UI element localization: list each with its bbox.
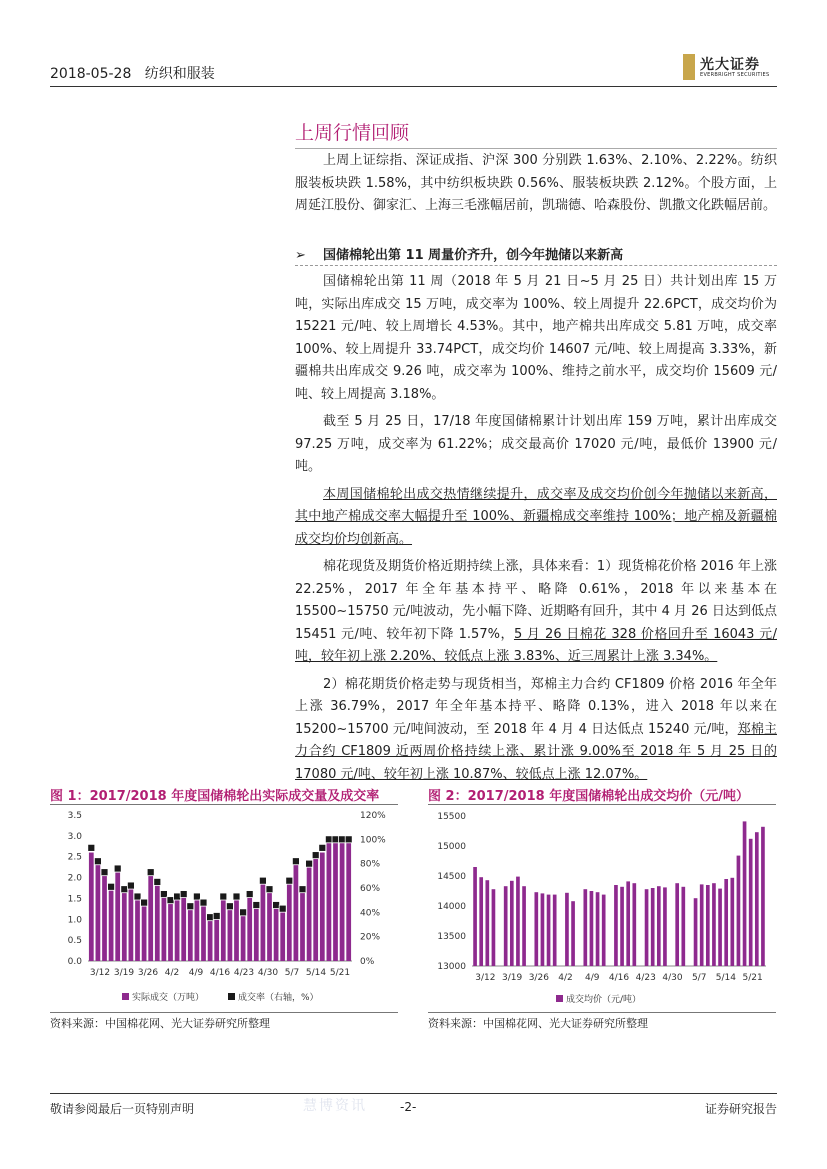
y-tick-label: 1.5 [67,894,82,905]
rate-marker [266,886,273,893]
volume-bar [109,889,114,961]
volume-bar [280,911,285,961]
volume-bar [195,898,200,961]
y2-tick-label: 0% [360,957,375,967]
volume-bar [247,896,252,961]
footer-disclaimer: 敬请参阅最后一页特别声明 [50,1102,195,1116]
x-tick-label: 5/7 [284,968,300,978]
y-tick-label: 13000 [437,962,466,972]
rate-marker [345,836,352,843]
y-tick-label: 0.0 [67,957,82,967]
volume-bar [129,889,134,961]
rate-marker [213,912,220,919]
volume-bar [320,853,325,961]
rate-marker [94,858,101,865]
price-bar [626,881,630,966]
logo-text-cn: 光大证券 [700,57,760,73]
x-tick-label: 4/9 [585,973,600,983]
price-bar [571,901,575,966]
x-tick-label: 3/26 [528,973,549,983]
x-tick-label: 3/12 [89,968,111,978]
price-bar [657,886,661,966]
rate-marker [147,869,154,876]
price-bar [479,877,483,966]
price-bar [473,867,477,966]
paragraph-futures-price [295,674,777,787]
x-tick-label: 4/16 [608,973,630,983]
section-title: 上周行情回顾 [295,122,410,144]
volume-bar [340,836,345,961]
volume-bar [208,919,213,961]
rate-marker [160,891,167,898]
futures-price-highlight: 郑棉主力合约 CF1809 近两周价格持续上涨、累计涨 9.00%至 2018 年 5 月 25 日的 17080 元/吨、较年初上涨 10.87%、较低点上涨 12.07%。 [295,721,777,782]
y-tick-label: 1.0 [67,915,82,926]
rate-marker [273,902,280,909]
rate-marker [233,893,240,900]
volume-bar [241,914,246,961]
price-bar [602,895,606,966]
x-tick-label: 4/2 [558,973,573,983]
volume-bar [162,896,167,961]
volume-bar [300,892,305,961]
y-tick-label: 15500 [437,812,466,822]
rate-marker [174,893,181,900]
legend-label-rate: 成交率（右轴，%） [238,993,319,1003]
price-bar [632,883,636,966]
volume-bar [155,885,160,961]
y-tick-label: 14000 [437,902,466,912]
x-tick-label: 4/23 [233,968,255,978]
price-bar [761,827,765,966]
intro-paragraph-block [295,150,777,223]
price-bar [645,889,649,966]
y2-tick-label: 60% [360,884,381,894]
rate-marker [167,897,174,904]
price-bar [718,889,722,966]
price-bar [565,893,569,966]
y-tick-label: 13500 [437,932,466,942]
x-tick-label: 5/14 [715,973,737,983]
price-bar [516,877,520,966]
main-paragraph-block [295,271,777,791]
price-bar [737,856,741,966]
volume-bar [221,898,226,961]
price-bar [541,893,545,966]
y2-tick-label: 100% [360,835,386,846]
price-bar [485,880,489,966]
rate-marker [134,893,141,900]
section-title-rule [295,148,777,149]
legend-swatch-volume [122,993,129,1000]
legend-swatch-rate [228,993,235,1000]
futures-price-text: 2）棉花期货价格走势与现货相当，郑棉主力合约 CF1809 价格 2016 年全年上涨 36.79%，2017 年全年基本持平、略降 0.13%，进入 2018 年以来在 15200~15700 元/吨间波动，至 2018 年 4 月 4 日达低点 15240 元/吨， [295,676,777,737]
volume-bar [327,836,332,961]
rate-marker [220,893,227,900]
price-bar [534,892,538,966]
y-tick-label: 15000 [437,842,466,852]
price-bar [522,886,526,966]
spot-price-highlight: 5 月 26 日棉花 328 价格回升至 16043 元/吨，较年初上涨 2.20%、较低点上涨 3.83%、近三周累计上涨 3.34%。 [295,626,777,664]
bullet-heading-text: 国储棉轮出第 11 周量价齐升，创今年抛储以来新高 [323,248,624,263]
volume-bar [135,898,140,961]
rate-marker [207,914,214,921]
bullet-divider [295,265,777,266]
price-bar [681,887,685,966]
x-tick-label: 4/30 [662,973,683,983]
volume-bar [181,896,186,961]
price-bar [700,884,704,966]
rate-marker [253,902,260,909]
volume-bar [313,859,318,961]
price-bar [596,892,600,966]
rate-marker [127,882,134,889]
volume-bar [89,853,94,961]
y-tick-label: 0.5 [67,936,82,947]
company-logo [683,54,778,82]
volume-bar [175,898,180,961]
price-bar [730,878,734,966]
rate-marker [121,886,128,893]
figure2-top-rule [428,804,776,805]
volume-bar [102,875,107,961]
x-tick-label: 4/23 [635,973,656,983]
price-bar [663,887,667,966]
volume-bar [261,884,266,961]
footer-divider [50,1093,777,1094]
y-tick-label: 2.0 [67,873,82,884]
price-bar [553,895,557,966]
rate-marker [154,878,161,885]
page-number: -2- [400,1100,417,1114]
footer-report-type: 证券研究报告 [704,1102,777,1116]
volume-bar [142,905,147,961]
bullet-heading [295,244,777,263]
figure1-source: 资料来源：中国棉花网、光大证券研究所整理 [50,1017,270,1030]
x-tick-label: 3/12 [475,973,496,983]
price-bar [743,821,747,966]
price-bar [651,888,655,966]
volume-bar [96,865,101,961]
x-tick-label: 4/9 [188,968,204,978]
price-bar [583,889,587,966]
x-tick-label: 3/26 [137,968,159,978]
rate-marker [339,836,346,843]
volume-bar [228,909,233,961]
rate-marker [319,844,326,851]
price-bar [504,886,508,966]
rate-marker [299,886,306,893]
y-tick-label: 3.5 [67,811,82,821]
rate-marker [259,877,266,884]
figure2-chart [428,806,776,1011]
volume-bar [333,836,338,961]
volume-bar [254,907,259,961]
x-tick-label: 3/19 [501,973,523,983]
rate-marker [180,891,187,898]
rate-marker [200,899,207,906]
price-bar [755,832,759,966]
rate-marker [325,836,332,843]
volume-bar [122,892,127,961]
rate-marker [88,844,95,851]
paragraph-summary: 本周国储棉轮出成交热情继续提升，成交率及成交均价创今年抛储以来新高，其中地产棉成交率大幅提升至 100%、新疆棉成交率维持 100%；地产棉及新疆棉成交均价均创新高。 [295,486,777,547]
logo-mark-icon [683,54,695,80]
price-bar [510,881,514,966]
rate-marker [193,893,200,900]
rate-marker [292,858,299,865]
footer-watermark: 慧博资讯 [303,1098,367,1114]
header-divider [50,86,777,87]
legend-label-price: 成交均价（元/吨） [566,995,642,1005]
x-tick-label: 4/16 [209,968,231,978]
x-tick-label: 4/2 [164,968,180,978]
y2-tick-label: 120% [360,811,386,821]
x-tick-label: 3/19 [113,968,135,978]
volume-bar [287,884,292,961]
paragraph-spot-price [295,556,777,669]
logo-text-en: EVERBRIGHT SECURITIES [700,72,770,78]
price-bar [706,885,710,966]
rate-marker [279,905,286,912]
y-tick-label: 3.0 [67,831,82,842]
y-tick-label: 14500 [437,872,466,882]
rate-marker [246,891,253,898]
rate-marker [286,877,293,884]
rate-marker [101,869,108,876]
rate-marker [108,883,115,890]
x-tick-label: 5/7 [691,973,707,983]
figure2-title: 图 2：2017/2018 年度国储棉轮出成交均价（元/吨） [428,789,749,804]
price-bar [724,879,728,966]
x-tick-label: 5/14 [305,968,327,978]
price-bar [547,895,551,966]
rate-marker [141,899,148,906]
y-tick-label: 2.5 [67,852,82,863]
spot-price-text: 棉花现货及期货价格近期持续上涨，具体来看：1）现货棉花价格 2016 年上涨 22.25%，2017 年全年基本持平、略降 0.61%，2018 年以来基本在 15500~15750 元/吨波动，先小幅下降、近期略有回升，其中 4 月 26 日达到低点 15451 元/吨、较年初下降 1.57%， [295,559,777,642]
price-bar [749,839,753,966]
figure2-source: 资料来源：中国棉花网、光大证券研究所整理 [428,1017,648,1030]
paragraph-cumulative: 截至 5 月 25 日，17/18 年度国储棉累计计划出库 159 万吨，累计出库成交 97.25 万吨，成交率为 61.22%；成交最高价 17020 元/吨，最低价 13900 元/吨。 [295,414,777,474]
rate-marker [306,860,313,867]
figure1-top-rule [50,804,398,805]
figure2-bottom-rule [428,1012,776,1013]
volume-bar [201,905,206,961]
price-bar [675,883,679,966]
price-bar [620,887,624,966]
figure1-title: 图 1：2017/2018 年度国储棉轮出实际成交量及成交率 [50,789,380,804]
y2-tick-label: 20% [360,932,381,943]
volume-bar [307,867,312,961]
volume-bar [168,902,173,961]
rate-marker [240,909,247,916]
rate-marker [187,903,194,910]
y2-tick-label: 80% [360,859,381,870]
rate-marker [332,836,339,843]
volume-bar [294,865,299,961]
rate-marker [312,852,319,859]
legend-swatch-price [556,995,563,1002]
price-bar [614,885,618,966]
rate-marker [114,865,121,872]
paragraph-market-review: 上周上证综指、深证成指、沪深 300 分别跌 1.63%、2.10%、2.22%。纺织服装板块跌 1.58%，其中纺织板块跌 0.56%、服装板块跌 2.12%。个股方面，上周延江股份、御家汇、上海三毛涨幅居前，凯瑞德、哈森股份、凯撒文化跌幅居前。 [295,153,777,213]
volume-bar [148,875,153,961]
price-bar [492,889,496,966]
price-bar [590,891,594,966]
legend-label-volume: 实际成交（万吨） [132,993,205,1003]
volume-bar [267,892,272,961]
figure1-chart [50,806,398,1011]
x-tick-label: 5/21 [742,973,763,983]
x-tick-label: 5/21 [329,968,351,978]
volume-bar [234,898,239,961]
volume-bar [274,907,279,961]
volume-bar [346,836,351,961]
figure1-bottom-rule [50,1012,398,1013]
paragraph-auction-week: 国储棉轮出第 11 周（2018 年 5 月 21 日~5 月 25 日）共计划出库 15 万吨，实际出库成交 15 万吨，成交率为 100%、较上周提升 22.6PCT，成交均价为 15221 元/吨、较上周增长 4.53%。其中，地产棉共出库成交 5.81 万吨，成交率 100%、较上周提升 33.74PCT，成交均价 14607 元/吨、较上周提高 3.33%，新疆棉共出库成交 9.26 吨，成交率为 100%、维持之前水平，成交均价 15609 元/吨、较上周提高 3.18%。 [295,274,777,402]
x-tick-label: 4/30 [257,968,279,978]
price-bar [712,883,716,966]
price-bar [694,898,698,966]
volume-bar [115,873,120,961]
y2-tick-label: 40% [360,908,381,919]
volume-bar [188,909,193,961]
report-category: 纺织和服装 [144,66,215,82]
report-date: 2018-05-28 [50,66,132,82]
bullet-arrow-icon: ➢ [295,248,306,263]
rate-marker [226,903,233,910]
header-date-category [50,63,215,83]
volume-bar [214,917,219,961]
